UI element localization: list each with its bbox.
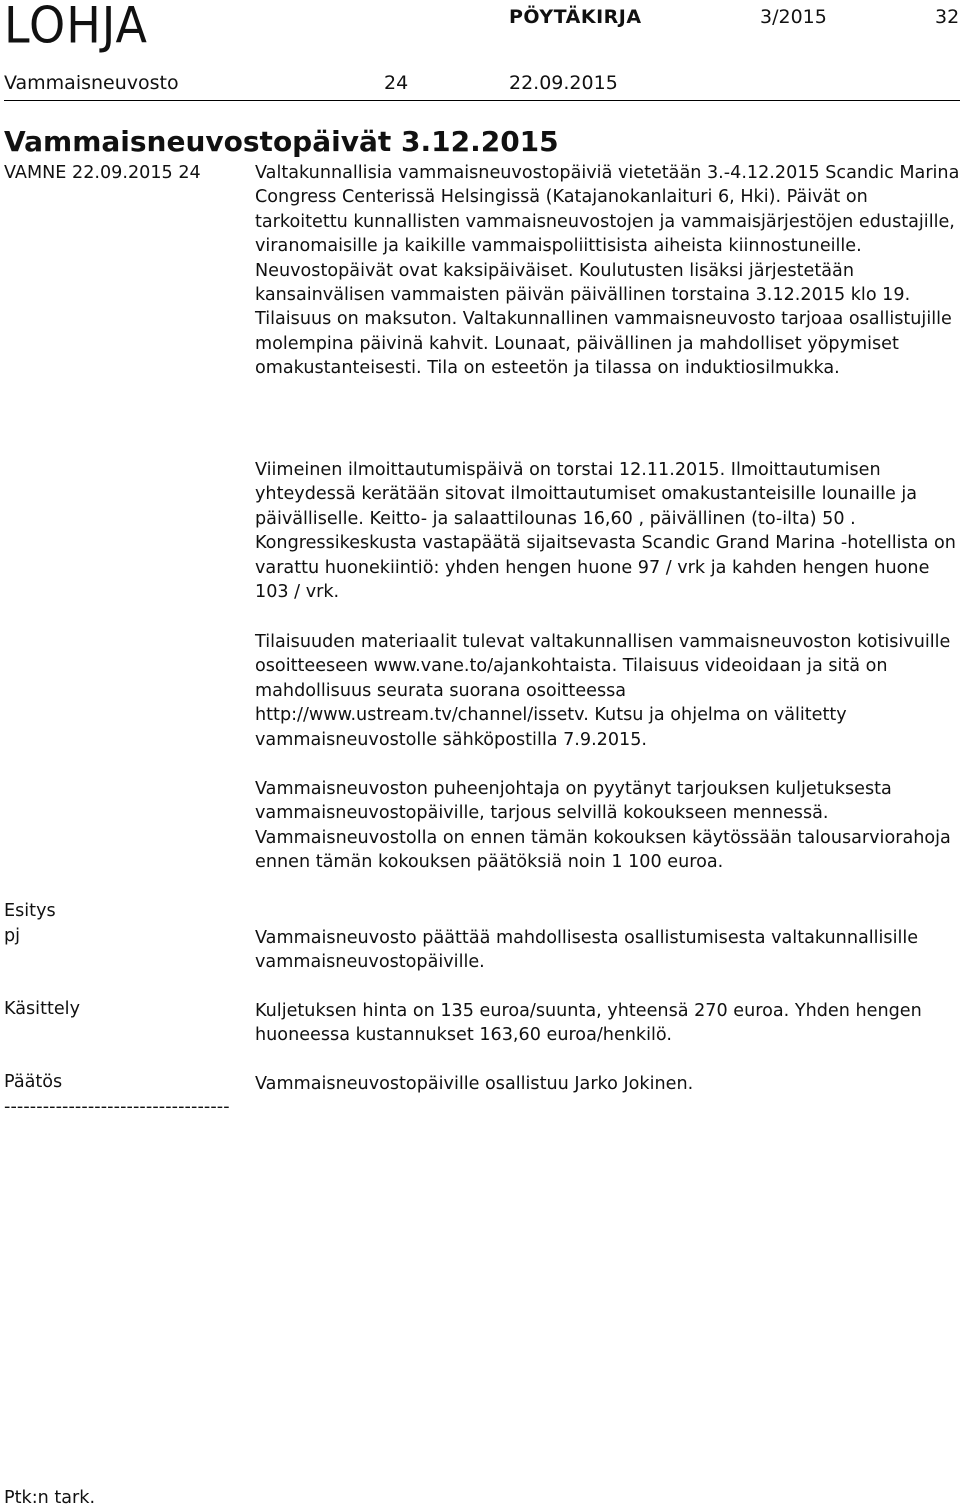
separator-line: ----------------------------------- [4, 1097, 230, 1117]
reference: VAMNE 22.09.2015 24 [4, 163, 201, 183]
paragraph-transport: Vammaisneuvoston puheenjohtaja on pyytänyt tarjouksen kuljetuksesta vammaisneuvostopäiville, tarjous selvillä kokoukseen mennessä. Vammaisneuvostolla on ennen tämän kokouksen käytössään talousarviorahoja ennen tämän kokouksen päätöksiä noin 1 100 euroa. [255, 779, 951, 873]
esitys-label: Esitys [4, 901, 56, 921]
document-type: PÖYTÄKIRJA [509, 6, 642, 28]
kasittely-label: Käsittely [4, 999, 80, 1019]
paragraph-registration: Viimeinen ilmoittautumispäivä on torstai 12.11.2015. Ilmoittautumisen yhteydessä kerätään sitovat ilmoittautumiset omakustanteisille lounaille ja päivälliselle. Keitto- ja salaattilounas 16,60 , päivällinen (to-ilta) 50 . Kongressikeskusta vastapäätä sijaitsevasta Scandic Grand Marina -hotellista on varattu huonekiintiö: yhden hengen huone 97 / vrk ja kahden hengen huone 103 / vrk. [255, 460, 956, 603]
esitys-text: Vammaisneuvosto päättää mahdollisesta osallistumisesta valtakunnallisille vammaisneuvostopäiville. [255, 928, 919, 973]
pj-label: pj [4, 926, 21, 946]
lohja-logo: LOHJA [4, 0, 149, 55]
document-number: 3/2015 [760, 6, 827, 28]
page-title: Vammaisneuvostopäivät 3.12.2015 [4, 125, 559, 158]
page-number: 32 [935, 6, 960, 28]
meeting-body: Vammaisneuvosto [4, 72, 179, 94]
paragraph-materials: Tilaisuuden materiaalit tulevat valtakunnallisen vammaisneuvoston kotisivuille osoitteeseen www.vane.to/ajankohtaista. Tilaisuus videoidaan ja sitä on mahdollisuus seurata suorana osoitteessa http://www.ustream.tv/channel/issetv. Kutsu ja ohjelma on välitetty vammaisneuvostolle sähköpostilla 7.9.2015. [255, 632, 951, 750]
paatos-label: Päätös [4, 1072, 63, 1092]
meeting-date: 22.09.2015 [509, 72, 618, 94]
header-divider [4, 100, 960, 101]
footer-initials: Ptk:n tark. [4, 1488, 96, 1508]
section-number: 24 [384, 72, 409, 94]
paatos-text: Vammaisneuvostopäiville osallistuu Jarko Jokinen. [255, 1074, 694, 1094]
paragraph-event-info: Valtakunnallisia vammaisneuvostopäiviä vietetään 3.-4.12.2015 Scandic Marina Congress Centerissä Helsingissä (Katajanokanlaituri 6, Hki). Päivät on tarkoitettu kunnallisten vammaisneuvostojen ja vammaisjärjestöjen edustajille, viranomaisille ja kaikille vammaispoliittisista aiheista kiinnostuneille. Neuvostopäivät ovat kaksipäiväiset. Koulutusten lisäksi järjestetään kansainvälisen vammaisten päivän päivällinen torstaina 3.12.2015 klo 19. Tilaisuus on maksuton. Valtakunnallinen vammaisneuvosto tarjoaa osallistujille molempina päivinä kahvit. Lounaat, päivällinen ja mahdolliset yöpymiset omakustanteisesti. Tila on esteetön ja tilassa on induktiosilmukka. [255, 163, 960, 379]
kasittely-text: Kuljetuksen hinta on 135 euroa/suunta, yhteensä 270 euroa. Yhden hengen huoneessa kustannukset 163,60 euroa/henkilö. [255, 1001, 922, 1046]
